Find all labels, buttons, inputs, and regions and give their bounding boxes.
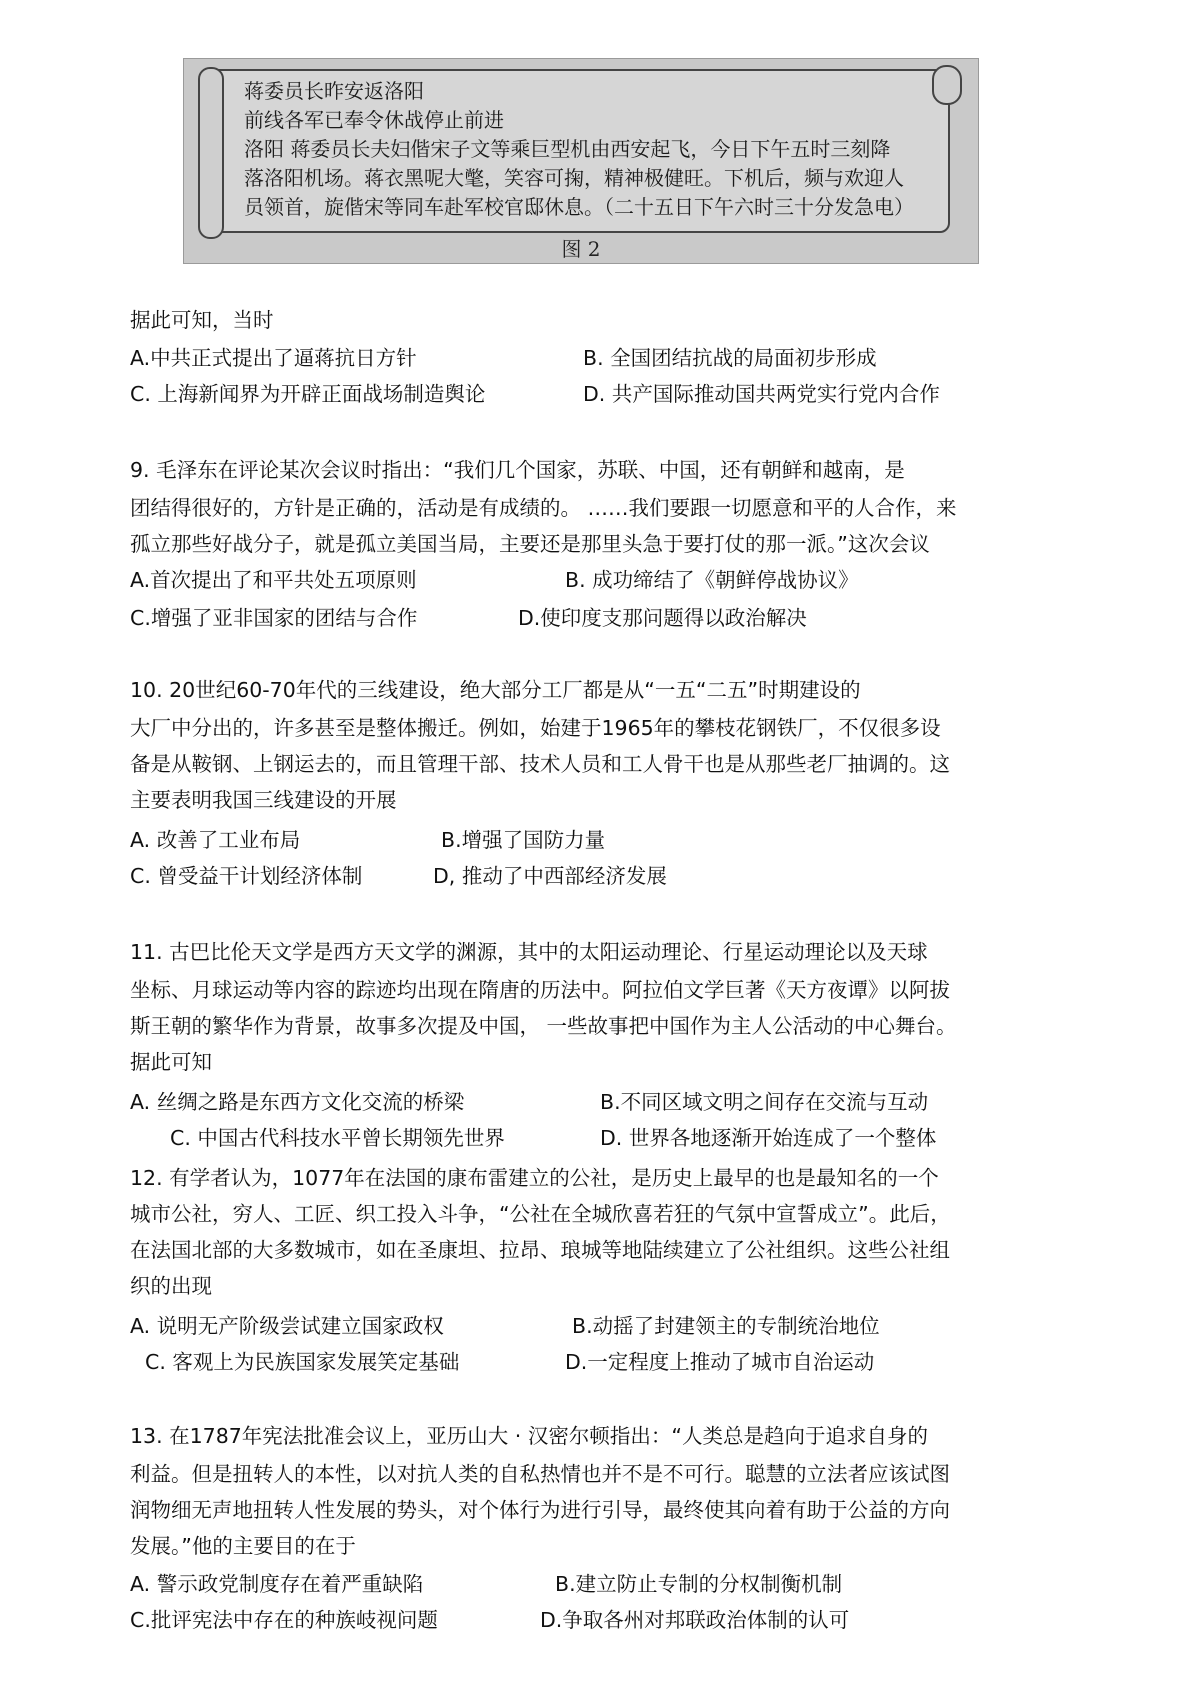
q10-stem-line: 主要表明我国三线建设的开展 (130, 788, 397, 812)
q11-stem-line: 坐标、月球运动等内容的踪迹均出现在隋唐的历法中。阿拉伯文学巨著《天方夜谭》以阿拔 (130, 978, 950, 1002)
q11-stem-line: 斯王朝的繁华作为背景，故事多次提及中国， 一些故事把中国作为主人公活动的中心舞台。 (130, 1014, 957, 1038)
q11-option-b: B.不同区域文明之间存在交流与互动 (600, 1090, 929, 1114)
q8-option-a: A.中共正式提出了逼蒋抗日方针 (130, 346, 417, 370)
q10-option-a: A. 改善了工业布局 (130, 828, 301, 852)
q11-option-c: C. 中国古代科技水平曾长期领先世界 (170, 1126, 505, 1150)
q9-stem-line: 团结得很好的，方针是正确的，活动是有成绩的。 ……我们要跟一切愿意和平的人合作，来 (130, 496, 957, 520)
clipping-text (244, 77, 944, 222)
q9-option-a: A.首次提出了和平共处五项原则 (130, 568, 417, 592)
q9-option-d: D.使印度支那问题得以政治解决 (518, 606, 807, 630)
q11-option-d: D. 世界各地逐渐开始连成了一个整体 (600, 1126, 937, 1150)
q12-option-c: C. 客观上为民族国家发展笑定基础 (145, 1350, 460, 1374)
q9-stem-line: 孤立那些好战分子，就是孤立美国当局，主要还是那里头急于要打仗的那一派。”这次会议 (130, 532, 930, 556)
q10-option-d: D, 推动了中西部经济发展 (433, 864, 667, 888)
q8-stem: 据此可知，当时 (130, 308, 274, 332)
q13-option-b: B.建立防止专制的分权制衡机制 (555, 1572, 843, 1596)
figure-newspaper-clipping (183, 58, 979, 264)
q13-stem-line: 润物细无声地扭转人性发展的势头，对个体行为进行引导，最终使其向着有助于公益的方向 (130, 1498, 950, 1522)
q10-stem-line: 10. 20世纪60-70年代的三线建设，绝大部分工厂都是从“一五“二五”时期建设的 (130, 678, 861, 702)
q10-stem-line: 备是从鞍钢、上钢运去的，而且管理干部、技术人员和工人骨干也是从那些老厂抽调的。这 (130, 752, 950, 776)
clipping-subheadline: 前线各军已奉令休战停止前进 (244, 108, 504, 132)
q10-stem-line: 大厂中分出的，许多甚至是整体搬迁。例如，始建于1965年的攀枝花钢铁厂，不仅很多设 (130, 716, 941, 740)
q12-option-d: D.一定程度上推动了城市自治运动 (565, 1350, 875, 1374)
clipping-headline: 蒋委员长昨安返洛阳 (244, 79, 424, 103)
q8-option-c: C. 上海新闻界为开辟正面战场制造舆论 (130, 382, 486, 406)
q13-option-a: A. 警示政党制度存在着严重缺陷 (130, 1572, 424, 1596)
q11-stem-line: 据此可知 (130, 1050, 212, 1074)
scroll-curl-left (198, 67, 224, 239)
q12-option-b: B.动摇了封建领主的专制统治地位 (572, 1314, 880, 1338)
q13-stem-line: 13. 在1787年宪法批准会议上，亚历山大 · 汉密尔顿指出：“人类总是趋向于追求自身的 (130, 1424, 928, 1448)
q11-stem-line: 11. 古巴比伦天文学是西方天文学的渊源，其中的太阳运动理论、行星运动理论以及天球 (130, 940, 928, 964)
q13-stem-line: 利益。但是扭转人的本性，以对抗人类的自私热情也并不是不可行。聪慧的立法者应该试图 (130, 1462, 950, 1486)
q10-option-c: C. 曾受益干计划经济体制 (130, 864, 363, 888)
q13-stem-line: 发展。”他的主要目的在于 (130, 1534, 356, 1558)
q12-stem-line: 在法国北部的大多数城市，如在圣康坦、拉昂、琅城等地陆续建立了公社组织。这些公社组 (130, 1238, 950, 1262)
q13-option-c: C.批评宪法中存在的种族岐视问题 (130, 1608, 438, 1632)
q9-stem-line: 9. 毛泽东在评论某次会议时指出：“我们几个国家，苏联、中国，还有朝鲜和越南，是 (130, 458, 905, 482)
q9-option-b: B. 成功缔结了《朝鲜停战协议》 (565, 568, 859, 592)
q8-option-d: D. 共产国际推动国共两党实行党内合作 (583, 382, 940, 406)
q8-option-b: B. 全国团结抗战的局面初步形成 (583, 346, 877, 370)
q13-option-d: D.争取各州对邦联政治体制的认可 (540, 1608, 850, 1632)
clipping-body-line: 员领首，旋偕宋等同车赴军校官邸休息。（二十五日下午六时三十分发急电） (244, 195, 914, 219)
q12-stem-line: 城市公社，穷人、工匠、织工投入斗争，“公社在全城欣喜若狂的气氛中宣誓成立”。此后， (130, 1202, 951, 1226)
q11-option-a: A. 丝绸之路是东西方文化交流的桥梁 (130, 1090, 465, 1114)
q12-option-a: A. 说明无产阶级尝试建立国家政权 (130, 1314, 444, 1338)
scroll-frame (206, 69, 950, 233)
q10-option-b: B.增强了国防力量 (441, 828, 606, 852)
figure-caption: 图 2 (561, 237, 601, 261)
clipping-body-line: 洛阳 蒋委员长夫妇偕宋子文等乘巨型机由西安起飞，今日下午五时三刻降 (244, 137, 891, 161)
clipping-body-line: 落洛阳机场。蒋衣黑呢大氅，笑容可掬，精神极健旺。下机后，频与欢迎人 (244, 166, 904, 190)
q12-stem-line: 织的出现 (130, 1274, 212, 1298)
q12-stem-line: 12. 有学者认为，1077年在法国的康布雷建立的公社，是历史上最早的也是最知名的一个 (130, 1166, 939, 1190)
q9-option-c: C.增强了亚非国家的团结与合作 (130, 606, 418, 630)
